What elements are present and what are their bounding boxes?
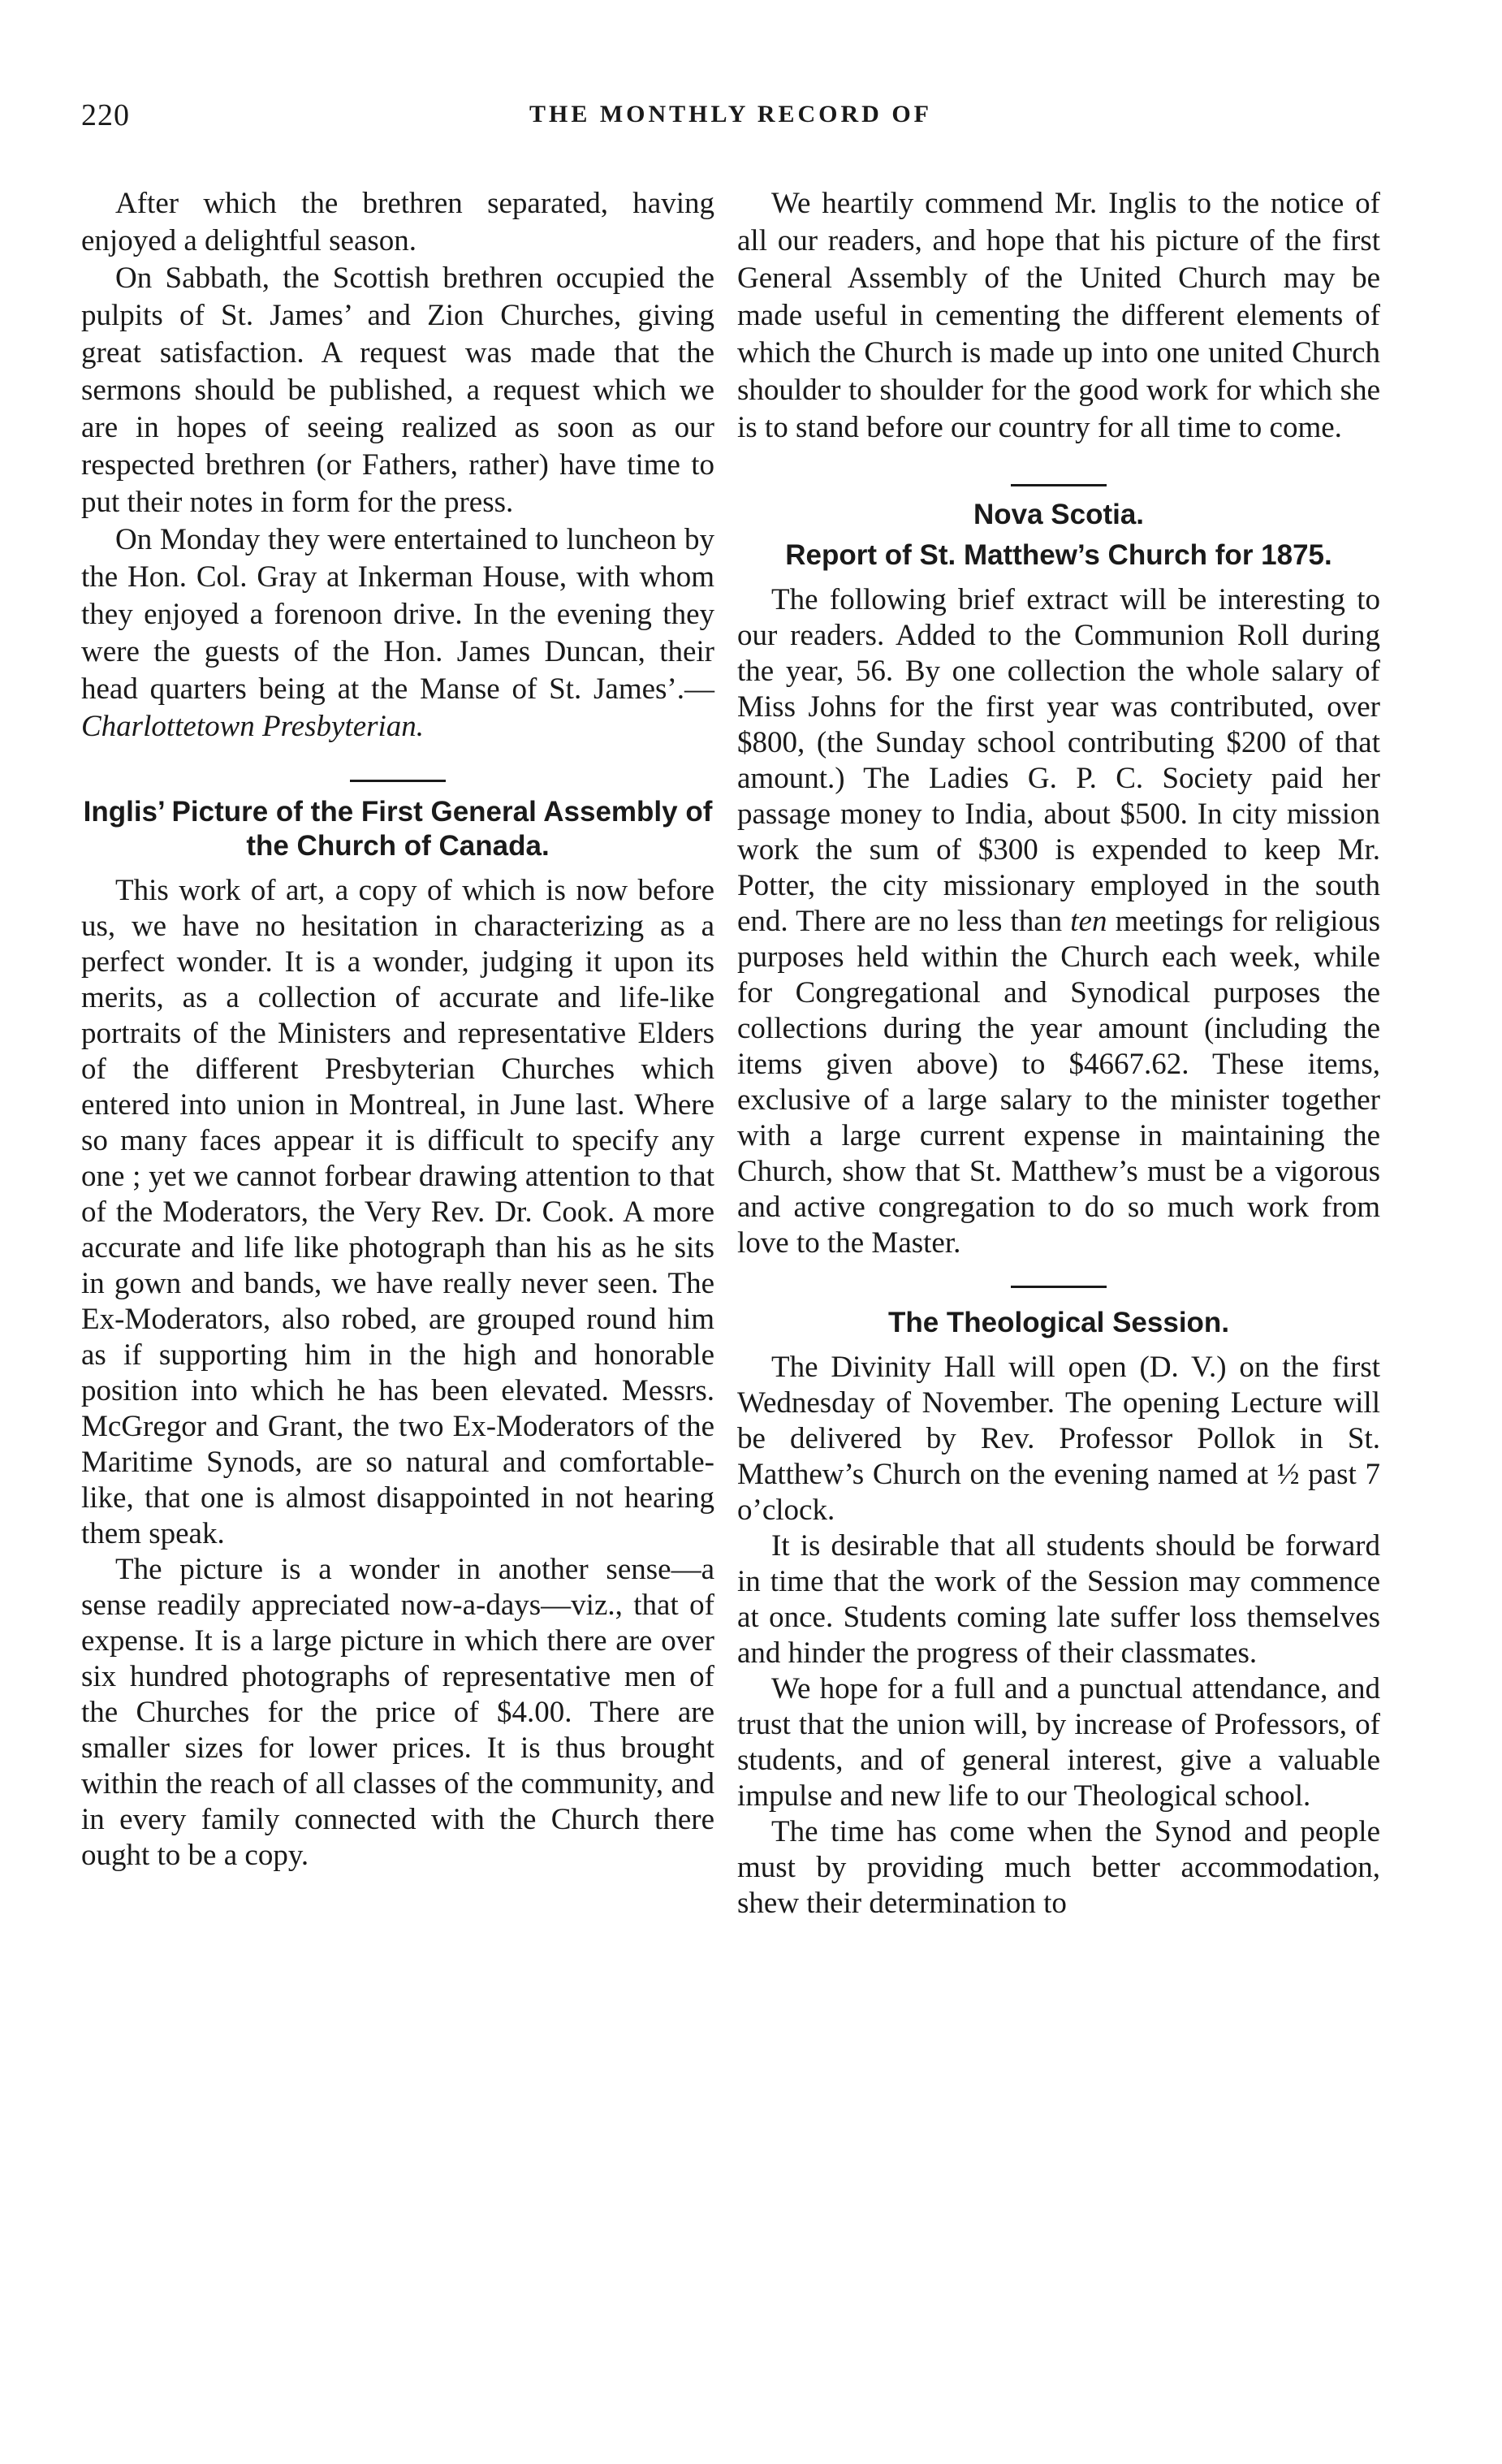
paragraph-attendance: We hope for a full and a punctual attendance, and trust that the union will, by increase of Professors, of students, and of general interest, give a valuable impulse and new life to our Theological school. — [737, 1672, 1380, 1813]
paragraph-sabbath: On Sabbath, the Scottish brethren occupied the pulpits of St. James’ and Zion Churches, giving great satisfaction. A request was made that the sermons should be published, a request which we are in hopes of seeing realized as soon as our respected brethren (or Fathers, rather) have time to put their notes in form for the press. — [81, 262, 714, 519]
paragraph-monday-text: On Monday they were entertained to luncheon by the Hon. Col. Gray at Inkerman House, with whom they enjoyed a forenoon drive. In the evening they were the guests of the Hon. James Duncan, their head quarters being at the Manse of St. James’.— — [81, 523, 714, 706]
left-column — [81, 185, 714, 1874]
emphasis-ten: ten — [1070, 905, 1107, 938]
paragraph-monday — [81, 521, 714, 746]
report-text-part1: The following brief extract will be interesting to our readers. Added to the Communion Roll during the year, 56. By one collection the whole salary of Miss Johns for the first year was contributed, over $800, (the Sunday school contributing $200 of that amount.) The Ladies G. P. C. Society paid her passage money to India, about $500. In city mission work the sum of $300 is expended to keep Mr. Potter, the city missionary employed in the south end. There are no less than — [737, 583, 1380, 938]
right-column — [737, 185, 1380, 1921]
source-attribution: Charlottetown Presbyterian. — [81, 710, 425, 743]
paragraph-divinity-hall: The Divinity Hall will open (D. V.) on the first Wednesday of November. The opening Lecture will be delivered by Rev. Professor Pollok in St. Matthew’s Church on the evening named at ½ past 7 o’clock. — [737, 1351, 1380, 1527]
paragraph-st-matthews-report — [737, 582, 1380, 1261]
paragraph-work-of-art: This work of art, a copy of which is now before us, we have no hesitation in characterizing as a perfect wonder. It is a wonder, judging it upon its merits, as a collection of accurate and life-like portraits of the Ministers and representative Elders of the different Presbyterian Churches which entered into union in Montreal, in June last. Where so many faces appear it is difficult to specify any one ; yet we cannot forbear drawing attention to that of the Moderators, the Very Rev. Dr. Cook. A more accurate and life like photograph than his as he sits in gown and bands, we have really never seen. The Ex-Moderators, also robed, are grouped round him as if supporting him in the high and honorable position into which he has been elevated. Messrs. McGregor and Grant, the two Ex-Moderators of the Maritime Synods, are so natural and comfortable-like, that one is almost disappointed in not hearing them speak. — [81, 874, 714, 1550]
article-heading-theological-session: The Theological Session. — [887, 1307, 1230, 1338]
article-heading-st-matthews-report: Report of St. Matthew’s Church for 1875. — [785, 539, 1332, 571]
running-head: THE MONTHLY RECORD OF — [529, 101, 932, 128]
paragraph-students: It is desirable that all students should be forward in time that the work of the Session may commence at once. Students coming late suffer loss themselves and hinder the progress of their classmates. — [737, 1529, 1380, 1670]
report-text-part2: meetings for religious purposes held within the Church each week, while for Congregational and Synodical purposes the collections during the year amount (including the items given above) to $4667.62. These items, exclusive of a large salary to the minister together with a large current expense in maintaining the Church, show that St. Matthew’s must be a vigorous and active congregation to do so much work from love to the Master. — [737, 905, 1380, 1260]
paragraph-picture-wonder: The picture is a wonder in another sense—a sense readily appreciated now-a-days—viz., that of expense. It is a large picture in which there are over six hundred photographs of representative men of the Churches for the price of $4.00. There are smaller sizes for lower prices. It is thus brought within the reach of all classes of the community, and in every family connected with the Church there ought to be a copy. — [81, 1553, 714, 1872]
page-number: 220 — [81, 98, 130, 132]
section-heading-nova-scotia: Nova Scotia. — [973, 499, 1145, 530]
page-header — [81, 97, 1380, 146]
article-heading-inglis-picture: Inglis’ Picture of the First General Assembly of the Church of Canada. — [83, 796, 713, 862]
paragraph-brethren-separated: After which the brethren separated, having enjoyed a delightful season. — [81, 187, 714, 257]
paragraph-synod-accommodation: The time has come when the Synod and people must by providing much better accommodation, shew their determination to — [737, 1815, 1380, 1920]
paragraph-commend-inglis: We heartily commend Mr. Inglis to the notice of all our readers, and hope that his picture of the first General Assembly of the United Church may be made useful in cementing the different elements of which the Church is made up into one united Church shoulder to shoulder for the good work for which she is to stand before our country for all time to come. — [737, 187, 1380, 444]
